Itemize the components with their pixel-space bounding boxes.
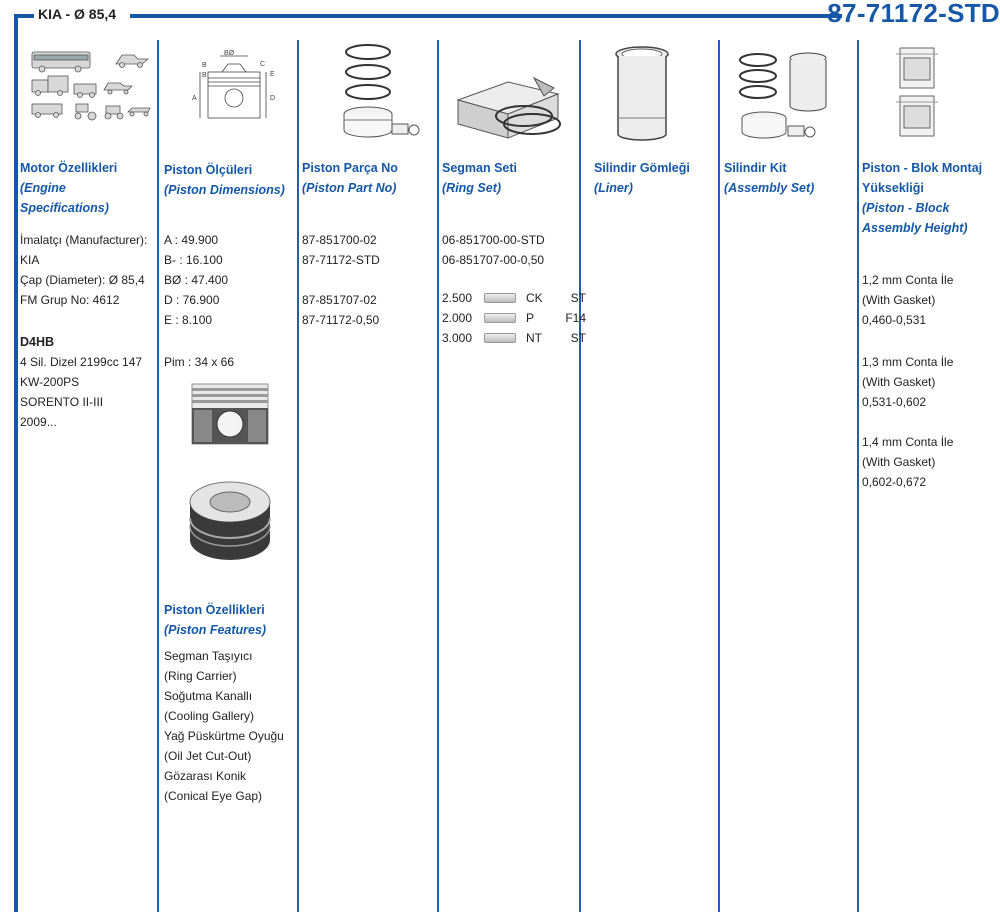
engine-title-en: (Engine Specifications) [20,181,109,215]
spec-line: Çap (Diameter): Ø 85,4 [20,273,145,287]
column-engine [20,40,156,912]
feature-item: (Conical Eye Gap) [164,789,263,803]
oil-ring-icon [484,333,516,343]
vehicles-icon [30,46,154,126]
piston-side-image [188,380,272,448]
spec-line: KIA [20,253,40,267]
feature-item: Soğutma Kanallı [164,689,253,703]
ring-type: NT [526,331,542,345]
dimension-value: A : 49.900 [164,233,219,247]
cylinder-liner-icon [612,44,672,144]
ring-material: ST [570,291,586,305]
diagram-label-a: A [192,95,197,102]
ring-material: F14 [565,311,586,325]
gasket-range: 0,460-0,531 [862,313,927,327]
gasket-thickness: 1,3 mm Conta İle [862,355,954,369]
ring-thickness: 2.500 [442,291,473,305]
diagram-label-e: E [270,71,275,78]
part-number-title: 87-71172-STD [827,0,1000,28]
brand-title: KIA - Ø 85,4 [38,6,117,22]
gasket-thickness: 1,2 mm Conta İle [862,273,954,287]
diagram-label-b: B [202,72,207,79]
dimensions-title-tr: Piston Ölçüleri [164,163,253,177]
detail-line: SORENTO II-III [20,395,104,409]
gasket-note: (With Gasket) [862,455,936,469]
engine-code: D4HB [20,335,55,349]
features-list [164,646,284,806]
left-border [14,14,18,912]
gasket-range: 0,531-0,602 [862,395,927,409]
piston-part-group-1 [302,230,380,270]
block-height-title-tr-1: Piston - Blok Montaj [862,161,983,175]
column-assembly-set [724,40,856,912]
piston-top-image [186,478,274,570]
piston-part-group-2 [302,290,379,330]
piston-part-title-en: (Piston Part No) [302,181,397,195]
column-divider [297,40,299,912]
ring-spec-row [442,308,586,328]
engine-specs [20,230,147,310]
page-header [0,0,1000,34]
detail-line: 4 Sil. Dizel 2199cc 147 [20,355,143,369]
gasket-note: (With Gasket) [862,293,936,307]
ring-set-title-tr: Segman Seti [442,161,518,175]
column-divider [437,40,439,912]
gasket-range: 0,602-0,672 [862,475,927,489]
features-title-tr: Piston Özellikleri [164,603,265,617]
piston-part-number: 87-851700-02 [302,233,377,247]
block-height-title-en-2: Assembly Height) [862,221,968,235]
engine-title-tr: Motor Özellikleri [20,161,118,175]
liner-title-en: (Liner) [594,181,633,195]
gasket-thickness: 1,4 mm Conta İle [862,435,954,449]
column-divider [857,40,859,912]
feature-item: (Ring Carrier) [164,669,237,683]
feature-item: (Cooling Gallery) [164,709,255,723]
feature-item: Segman Taşıyıcı [164,649,253,663]
gasket-note: (With Gasket) [862,375,936,389]
assembly-set-title-tr: Silindir Kit [724,161,787,175]
column-block-height [862,40,1000,912]
liner-title-tr: Silindir Gömleği [594,161,690,175]
ring-spec-table [442,288,586,348]
dimension-value: B- : 16.100 [164,253,223,267]
ring-set-title-en: (Ring Set) [442,181,502,195]
assembly-set-title-en: (Assembly Set) [724,181,815,195]
piston-part-number: 87-71172-STD [302,253,380,267]
piston-block-height-icon [892,44,942,144]
ring-type: P [526,311,535,325]
compression-ring-icon [484,293,516,303]
block-height-title-tr-2: Yüksekliği [862,181,924,195]
column-liner [584,40,716,912]
ring-set-box-icon [454,70,572,150]
ring-set-part-number: 06-851707-00-0,50 [442,253,545,267]
dimension-value: D : 76.900 [164,293,220,307]
column-divider [579,40,581,912]
column-piston-part [302,40,436,912]
column-divider [718,40,720,912]
dimension-value: BØ : 47.400 [164,273,229,287]
header-rule [130,14,842,18]
column-ring-set [442,40,586,912]
spec-line: FM Grup No: 4612 [20,293,120,307]
column-dimensions [164,40,296,912]
ring-material: ST [570,331,586,345]
diagram-label-bo: BØ [224,50,235,57]
diagram-label-d: D [270,95,276,102]
ring-set-part-number: 06-851700-00-STD [442,233,545,247]
ring-set-parts [442,230,545,270]
assembly-set-icon [736,50,846,150]
piston-rings-icon [336,40,422,144]
detail-line: KW-200PS [20,375,80,389]
ring-type: CK [526,291,543,305]
ring-spec-row [442,288,586,308]
feature-item: Yağ Püskürtme Oyuğu [164,729,284,743]
scraper-ring-icon [484,313,516,323]
gasket-group [862,352,953,412]
diagram-label-b: B [202,62,207,69]
detail-line: 2009... [20,415,57,429]
piston-part-number: 87-851707-02 [302,293,377,307]
features-title-en: (Piston Features) [164,623,267,637]
dimension-value: E : 8.100 [164,313,213,327]
piston-part-title-tr: Piston Parça No [302,161,398,175]
gasket-group [862,432,953,492]
column-divider [157,40,159,912]
feature-item: Gözarası Konik [164,769,247,783]
gasket-group [862,270,953,330]
piston-part-number: 87-71172-0,50 [302,313,380,327]
dimensions-title-en: (Piston Dimensions) [164,183,285,197]
ring-spec-row [442,328,586,348]
pin-size: Pim : 34 x 66 [164,355,235,369]
ring-thickness: 3.000 [442,331,473,345]
block-height-title-en-1: (Piston - Block [862,201,950,215]
spec-line: İmalatçı (Manufacturer): [20,233,148,247]
diagram-label-c: C [260,61,266,68]
dimension-values [164,230,228,330]
engine-details [20,332,142,432]
piston-dimension-diagram-icon [180,50,280,124]
ring-thickness: 2.000 [442,311,473,325]
feature-item: (Oil Jet Cut-Out) [164,749,252,763]
